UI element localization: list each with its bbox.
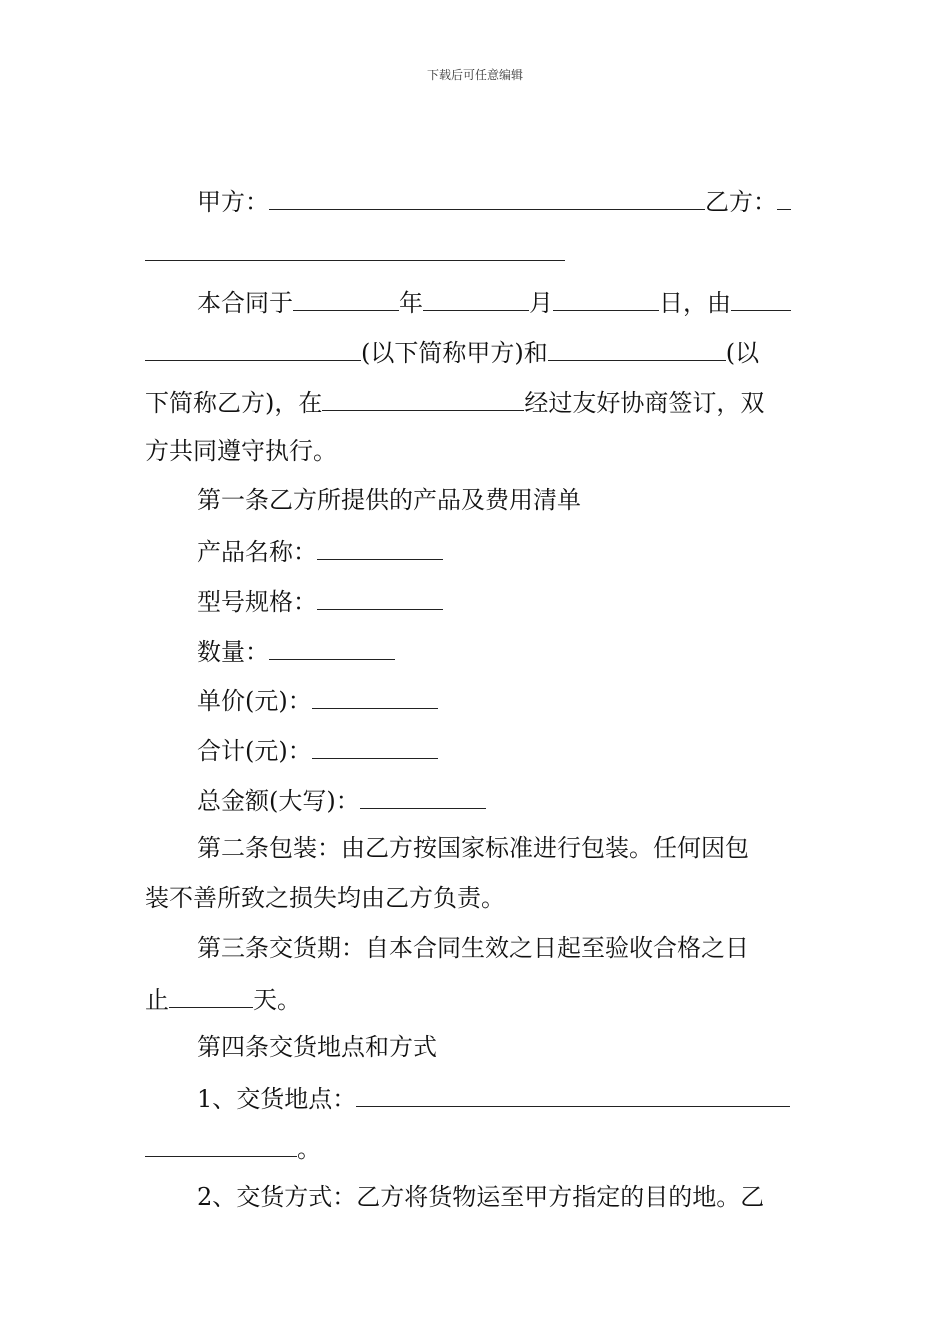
comply-text: 方共同遵守执行。 xyxy=(145,437,337,465)
days-blank xyxy=(169,983,253,1008)
by-blank-start xyxy=(731,286,791,311)
intro-line-1 xyxy=(145,286,859,318)
page-header-note: 下载后可任意编辑 xyxy=(426,68,523,82)
delivery-place-line xyxy=(145,1082,859,1114)
field-quantity xyxy=(145,635,859,667)
party-b-label: 乙方： xyxy=(705,188,777,216)
day-blank xyxy=(553,286,659,311)
a-abbr-text: (以下简称甲方)和 xyxy=(361,339,548,367)
party-a-blank xyxy=(269,185,705,210)
field-blank xyxy=(312,684,438,709)
field-blank xyxy=(317,535,443,560)
party-a-name-blank xyxy=(145,336,361,361)
intro-text: 本合同于 xyxy=(197,289,293,317)
year-blank xyxy=(293,286,399,311)
field-label: 数量： xyxy=(197,638,269,666)
article-2-line-1: 第二条包装：由乙方按国家标准进行包装。任何因包 xyxy=(197,834,749,862)
delivery-place-label: 1、交货地点： xyxy=(197,1085,357,1113)
party-b-blank xyxy=(145,236,565,261)
field-blank xyxy=(269,635,395,660)
delivery-place-blank-cont xyxy=(145,1132,297,1157)
field-model-spec xyxy=(145,585,859,617)
intro-line-3 xyxy=(145,386,807,418)
delivery-place-line-2 xyxy=(145,1132,807,1164)
field-label: 总金额(大写)： xyxy=(197,787,360,815)
field-label: 单价(元)： xyxy=(197,687,312,715)
field-blank xyxy=(317,585,443,610)
article-2-line-2: 装不善所致之损失均由乙方负责。 xyxy=(145,884,505,912)
delivery-place-end: 。 xyxy=(297,1135,321,1163)
party-a-label: 甲方： xyxy=(197,188,269,216)
delivery-place-blank xyxy=(356,1082,790,1107)
place-blank xyxy=(322,386,524,411)
field-label: 产品名称： xyxy=(197,538,317,566)
party-b-name-blank xyxy=(548,336,726,361)
article-4-title: 第四条交货地点和方式 xyxy=(197,1033,437,1061)
field-label: 合计(元)： xyxy=(197,737,312,765)
year-label: 年 xyxy=(399,289,423,317)
parties-line xyxy=(145,185,859,217)
until-text: 止 xyxy=(145,986,169,1014)
article-3-line-1: 第三条交货期：自本合同生效之日起至验收合格之日 xyxy=(197,934,749,962)
party-b-blank-start xyxy=(777,185,791,210)
field-label: 型号规格： xyxy=(197,588,317,616)
day-label: 日，由 xyxy=(659,289,731,317)
signed-text: 经过友好协商签订，双 xyxy=(524,389,765,417)
intro-line-2 xyxy=(145,336,807,368)
field-unit-price xyxy=(145,684,859,716)
field-product-name xyxy=(145,535,859,567)
party-b-line xyxy=(145,236,807,268)
field-blank xyxy=(312,734,438,759)
article-1-title: 第一条乙方所提供的产品及费用清单 xyxy=(197,486,581,514)
article-3-line-2 xyxy=(145,983,807,1015)
field-total-amount xyxy=(145,784,859,816)
days-text: 天。 xyxy=(253,986,301,1014)
b-abbr-text-2: 下简称乙方)，在 xyxy=(145,389,323,417)
month-blank xyxy=(423,286,529,311)
month-label: 月 xyxy=(529,289,553,317)
b-abbr-text-1: (以 xyxy=(725,339,760,367)
field-blank xyxy=(360,784,486,809)
field-subtotal xyxy=(145,734,859,766)
delivery-method-line: 2、交货方式：乙方将货物运至甲方指定的目的地。乙 xyxy=(197,1183,765,1211)
intro-line-4 xyxy=(145,436,807,466)
